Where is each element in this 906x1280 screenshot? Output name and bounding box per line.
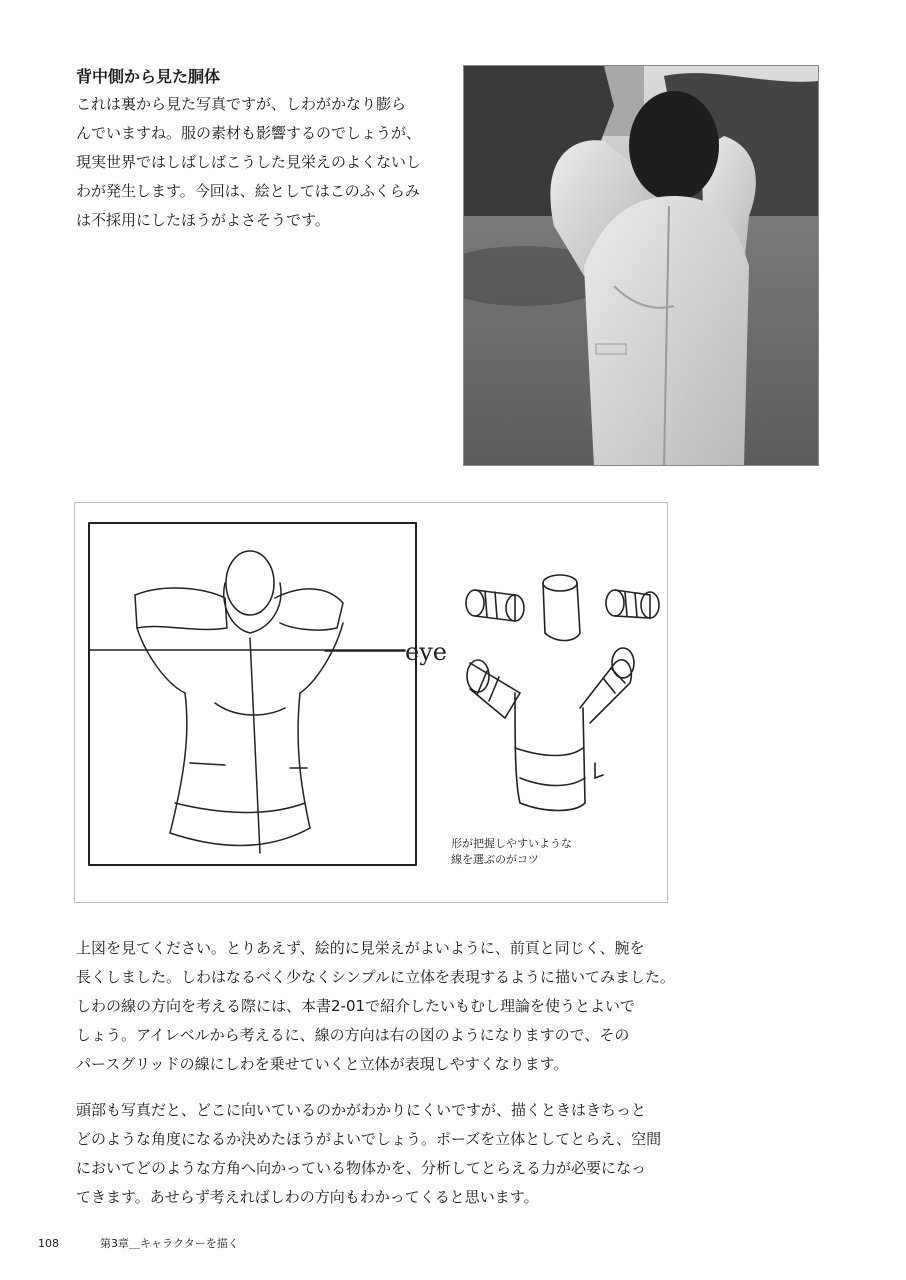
chapter-title: 第3章＿キャラクターを描く (100, 1237, 239, 1250)
intro-line: 現実世界ではしばしばこうした見栄えのよくないし (76, 153, 422, 171)
paragraph-line: 頭部も写真だと、どこに向いているのかがわかりにくいですが、描くときはきちっと (76, 1101, 647, 1119)
paragraph-line: パースグリッドの線にしわを乗せていくと立体が表現しやすくなります。 (76, 1055, 569, 1073)
paragraph-line: どのような角度になるか決めたほうがよいでしょう。ポーズを立体としてとらえ、空間 (76, 1130, 662, 1148)
intro-line: これは裏から見た写真ですが、しわがかなり膨ら (76, 95, 407, 113)
page-footer (38, 1235, 239, 1251)
paragraph-line: しょう。アイレベルから考えるに、線の方向は右の図のようになりますので、その (76, 1026, 630, 1044)
paragraph-line: 上図を見てください。とりあえず、絵的に見栄えがよいように、前頁と同じく、腕を (76, 939, 645, 957)
intro-line: は不採用にしたほうがよさそうです。 (76, 211, 330, 229)
paragraph-2 (76, 1096, 676, 1212)
paragraph-line: においてどのような方角へ向かっている物体かを、分析してとらえる力が必要になっ (76, 1159, 647, 1177)
sketch-caption (451, 836, 572, 868)
page-number: 108 (38, 1237, 59, 1250)
sketch-drawing (75, 503, 669, 904)
caption-line: 線を選ぶのがコツ (451, 853, 539, 866)
paragraph-line: 長くしました。しわはなるべく少なくシンプルに立体を表現するように描いてみました。 (76, 968, 676, 986)
intro-text (76, 90, 448, 235)
paragraph-line: てきます。あせらず考えればしわの方向もわかってくると思います。 (76, 1188, 539, 1206)
intro-line: んでいますね。服の素材も影響するのでしょうが、 (76, 124, 422, 142)
eye-label: eye (405, 638, 447, 666)
intro-line: わが発生します。今回は、絵としてはこのふくらみ (76, 182, 420, 200)
paragraph-line: しわの線の方向を考える際には、本書2-01で紹介したいもむし理論を使うとよいで (76, 997, 636, 1015)
caption-line: 形が把握しやすいような (451, 837, 572, 850)
paragraph-1 (76, 934, 676, 1079)
back-view-photo (463, 65, 819, 466)
pencil-sketch-figure (74, 502, 668, 903)
section-heading: 背中側から見た胴体 (76, 67, 221, 86)
photo-illustration (464, 66, 819, 466)
